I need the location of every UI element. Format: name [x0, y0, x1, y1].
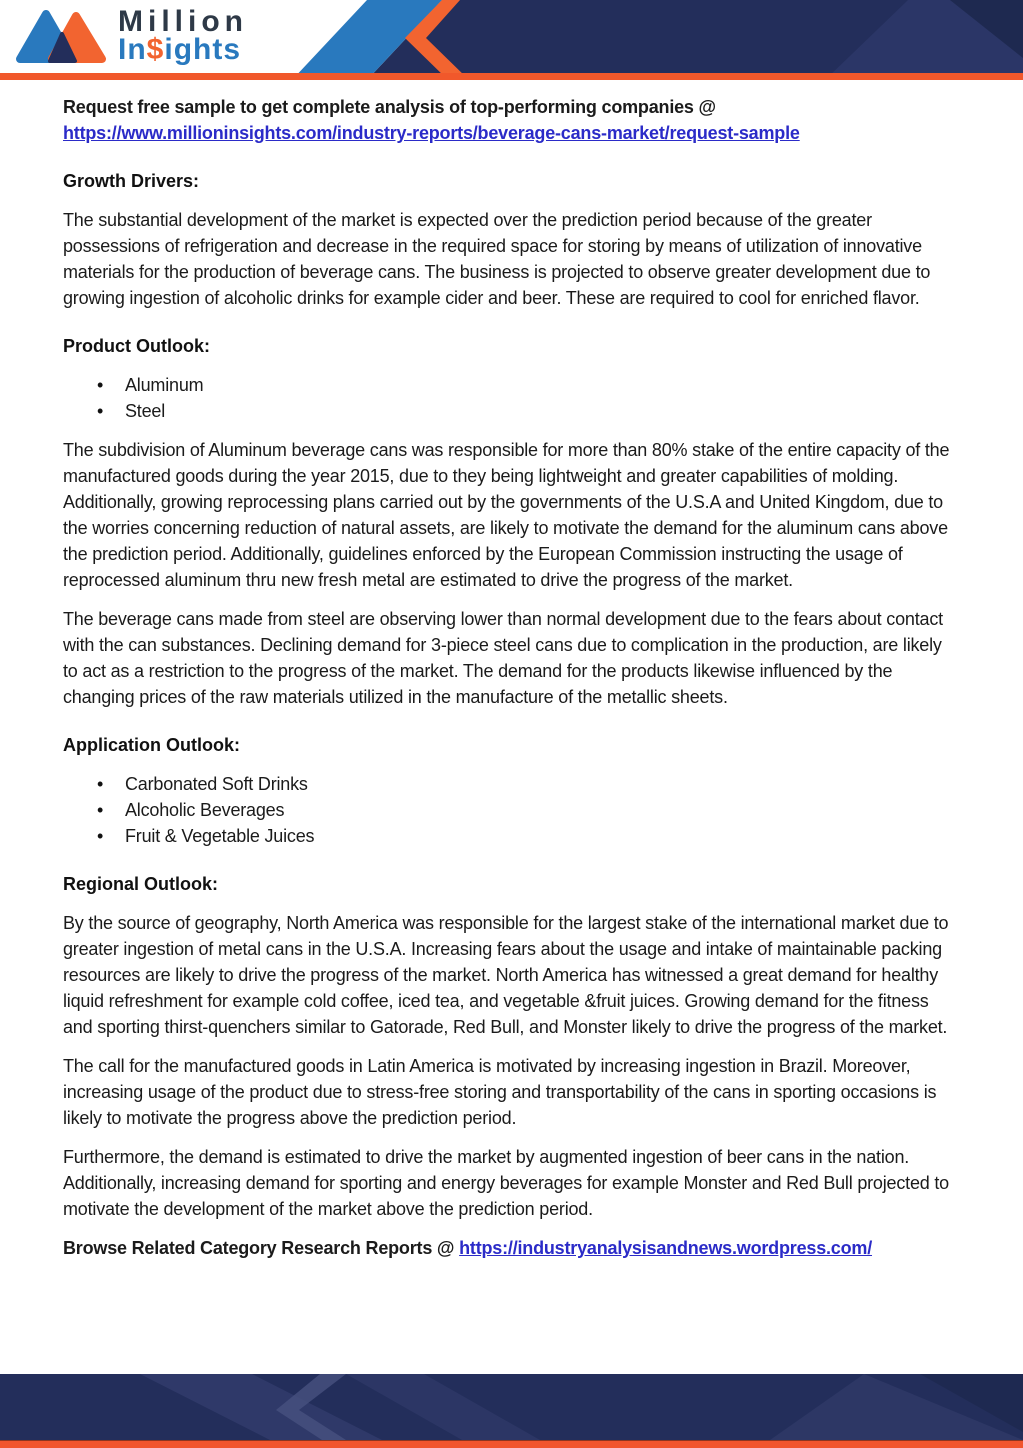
heading-product-outlook: Product Outlook:: [63, 336, 210, 356]
list-item-aluminum: • Aluminum: [63, 372, 960, 398]
footer-orange-rule: [0, 1440, 1023, 1448]
paragraph-regional: By the source of geography, North America was responsible for the largest stake of the international market due to greater ingestion of metal cans in the U.S.A. Increasing fears about the usage and intake of maintainable packing resources are likely to drive the progress of the market. North America has witnessed a great demand for healthy liquid refreshment for example cold coffee, iced tea, and vegetable &fruit juices. Growing demand for the fitness and sporting thirst-quenchers similar to Gatorade, Red Bull, and Monster likely to drive the progress of the market.: [63, 913, 949, 1037]
logo-wordmark: [118, 7, 248, 65]
logo-word-million: Million: [118, 5, 248, 38]
paragraph-steel: The beverage cans made from steel are observing lower than normal development due to the fears about contact with the can substances. Declining demand for 3-piece steel cans due to complication in the production, are likely to act as a restriction to the progress of the market. The demand for the products likewise influenced by the changing prices of the raw materials utilized in the manufacture of the metallic sheets.: [63, 609, 943, 707]
logo-mountains-icon: [14, 5, 110, 67]
browse-reports-line: [63, 1235, 960, 1261]
paragraph-beer-cans: Furthermore, the demand is estimated to drive the market by augmented ingestion of beer cans in the nation. Additionally, increasing demand for sporting and energy beverages for example Monster and Red Bull projected to motivate the development of the market above the prediction period.: [63, 1147, 949, 1219]
heading-application-outlook: Application Outlook:: [63, 735, 240, 755]
request-sample-line: [63, 94, 960, 146]
document-body: [0, 80, 1023, 1261]
header-banner: [0, 0, 1023, 80]
list-item-fruit-vegetable-juices: • Fruit & Vegetable Juices: [63, 823, 960, 849]
footer-banner: [0, 1374, 1023, 1448]
logo-word-insights: In$ights: [118, 33, 242, 66]
request-sample-link[interactable]: https://www.millioninsights.com/industry-reports/beverage-cans-market/request-sample: [63, 123, 800, 143]
paragraph-growth-drivers: The substantial development of the market is expected over the prediction period because of the greater possessions of refrigeration and decrease in the required space for storing by means of utilization of innovative materials for the production of beverage cans. The business is projected to observe greater development due to growing ingestion of alcoholic drinks for example cider and beer. These are required to cool for enriched flavor.: [63, 210, 931, 308]
million-insights-logo: [14, 5, 248, 67]
footer-decoration: [0, 1374, 1023, 1440]
paragraph-latin-america: The call for the manufactured goods in Latin America is motivated by increasing ingestion in Brazil. Moreover, increasing usage of the product due to stress-free storing and transportability of the cans in sporting occasions is likely to motivate the progress above the prediction period.: [63, 1056, 937, 1128]
heading-regional-outlook: Regional Outlook:: [63, 874, 218, 894]
header-orange-rule: [0, 73, 1023, 80]
application-outlook-list: [63, 771, 960, 849]
product-outlook-list: [63, 372, 960, 424]
heading-growth-drivers: Growth Drivers:: [63, 171, 200, 191]
list-item-steel: • Steel: [63, 398, 960, 424]
dollar-glyph: $: [146, 33, 165, 66]
list-item-alcoholic-beverages: • Alcoholic Beverages: [63, 797, 960, 823]
browse-reports-text: Browse Related Category Research Reports @: [63, 1238, 455, 1258]
list-item-carbonated-soft-drinks: • Carbonated Soft Drinks: [63, 771, 960, 797]
paragraph-aluminum: The subdivision of Aluminum beverage cans was responsible for more than 80% stake of the entire capacity of the manufactured goods during the year 2015, due to they being lightweight and greater capabilities of molding. Additionally, growing reprocessing plans carried out by the governments of the U.S.A and United Kingdom, due to the worries concerning reduction of natural assets, are likely to motivate the demand for the aluminum cans above the prediction period. Additionally, guidelines enforced by the European Commission instructing the usage of reprocessed aluminum thru new fresh metal are estimated to drive the progress of the market.: [63, 440, 950, 590]
request-sample-text: Request free sample to get complete analysis of top-performing companies @: [63, 97, 716, 117]
browse-reports-link[interactable]: https://industryanalysisandnews.wordpress.com/: [459, 1238, 873, 1258]
